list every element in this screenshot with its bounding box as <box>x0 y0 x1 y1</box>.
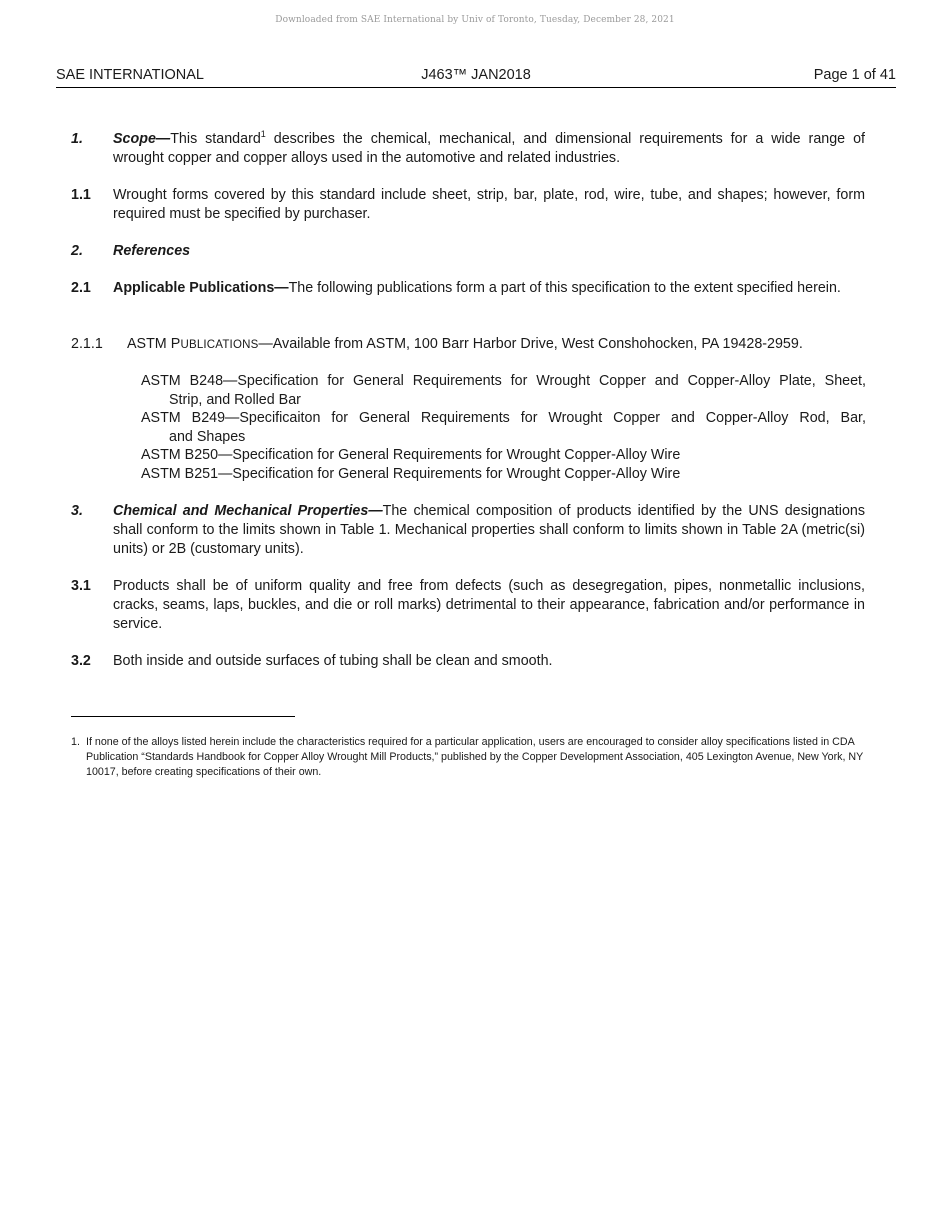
section-number: 2. <box>71 243 83 259</box>
section-text: describes the chemical, mechanical, and dimensional requirements for a wide range of wrought copper and copper alloys used in the automotive and related industries. <box>113 131 865 166</box>
publication-item-continuation: Strip, and Rolled Bar <box>169 391 301 408</box>
section-heading: Scope— <box>113 131 171 147</box>
section-number: 2.1 <box>71 280 91 296</box>
section-2-1 <box>71 279 865 298</box>
section-number: 3. <box>71 503 83 519</box>
section-number: 1.1 <box>71 187 91 203</box>
section-text: The chemical composition of products identified by the UNS designations shall conform to the limits shown in Table 1. Mechanical properties shall conform to limits shown in Table 2A (metric(si) units) or 2B (customary units). <box>113 503 866 557</box>
publications-smallcaps: PUBLICATIONS <box>170 336 259 352</box>
publication-item: ASTM B248—Specification for General Requirements for Wrought Copper and Copper-Alloy Plate, Sheet, <box>141 373 866 389</box>
section-text: Products shall be of uniform quality and free from defects (such as desegregation, pipes, nonmetallic inclusions, cracks, seams, laps, buckles, and die or roll marks) detrimental to their appearance, fabrication and/or performance in service. <box>113 578 865 632</box>
footnote-ref[interactable]: 1 <box>260 129 266 139</box>
download-watermark: Downloaded from SAE International by Univ of Toronto, Tuesday, December 28, 2021 <box>275 15 675 25</box>
publication-list <box>141 372 866 483</box>
section-text: —Available from ASTM, 100 Barr Harbor Drive, West Conshohocken, PA 19428-2959. <box>258 336 803 352</box>
section-text: Wrought forms covered by this standard include sheet, strip, bar, plate, rod, wire, tube, and shapes; however, form required must be specified by purchaser. <box>113 187 865 222</box>
section-3-1 <box>71 577 865 634</box>
publication-item: ASTM B251—Specification for General Requirements for Wrought Copper-Alloy Wire <box>141 465 681 482</box>
section-heading: Chemical and Mechanical Properties— <box>113 503 383 519</box>
publication-item: ASTM B250—Specification for General Requirements for Wrought Copper-Alloy Wire <box>141 447 681 463</box>
section-1-scope <box>71 130 865 168</box>
footnote <box>71 735 865 780</box>
footnote-number: 1. <box>71 736 80 748</box>
section-number: 3.1 <box>71 578 91 594</box>
publication-item: ASTM B249—Specificaiton for General Requirements for Wrought Copper and Copper-Alloy Rod, Bar, <box>141 410 866 426</box>
section-text: The following publications form a part of this specification to the extent specified herein. <box>288 280 841 296</box>
page-header <box>56 66 896 88</box>
section-3-2 <box>71 652 865 671</box>
astm-label: ASTM <box>127 336 171 352</box>
section-number: 3.2 <box>71 653 91 669</box>
section-number: 1. <box>71 131 83 147</box>
section-heading: References <box>113 243 191 259</box>
publication-item-continuation: and Shapes <box>169 428 246 445</box>
section-text: This standard <box>170 131 261 147</box>
section-3-properties <box>71 502 865 559</box>
footnote-divider <box>71 716 295 717</box>
section-text: Both inside and outside surfaces of tubing shall be clean and smooth. <box>113 653 553 669</box>
section-heading: Applicable Publications— <box>113 280 289 296</box>
header-doc-id: J463™ JAN2018 <box>421 67 531 83</box>
footnote-text: If none of the alloys listed herein include the characteristics required for a particular application, users are encouraged to consider alloy specifications listed in CDA Publication “Standards Handbook for Copper Alloy Wrought Mill Products,” published by the Copper Development Association, 405 Lexington Avenue, New York, NY 10017, before creating specifications of their own. <box>86 736 864 778</box>
header-page-number: Page 1 of 41 <box>813 67 896 83</box>
section-number: 2.1.1 <box>71 336 103 352</box>
section-2-references <box>71 242 865 261</box>
section-2-1-1 <box>71 335 865 355</box>
header-org: SAE INTERNATIONAL <box>56 67 204 83</box>
section-1-1 <box>71 186 865 224</box>
